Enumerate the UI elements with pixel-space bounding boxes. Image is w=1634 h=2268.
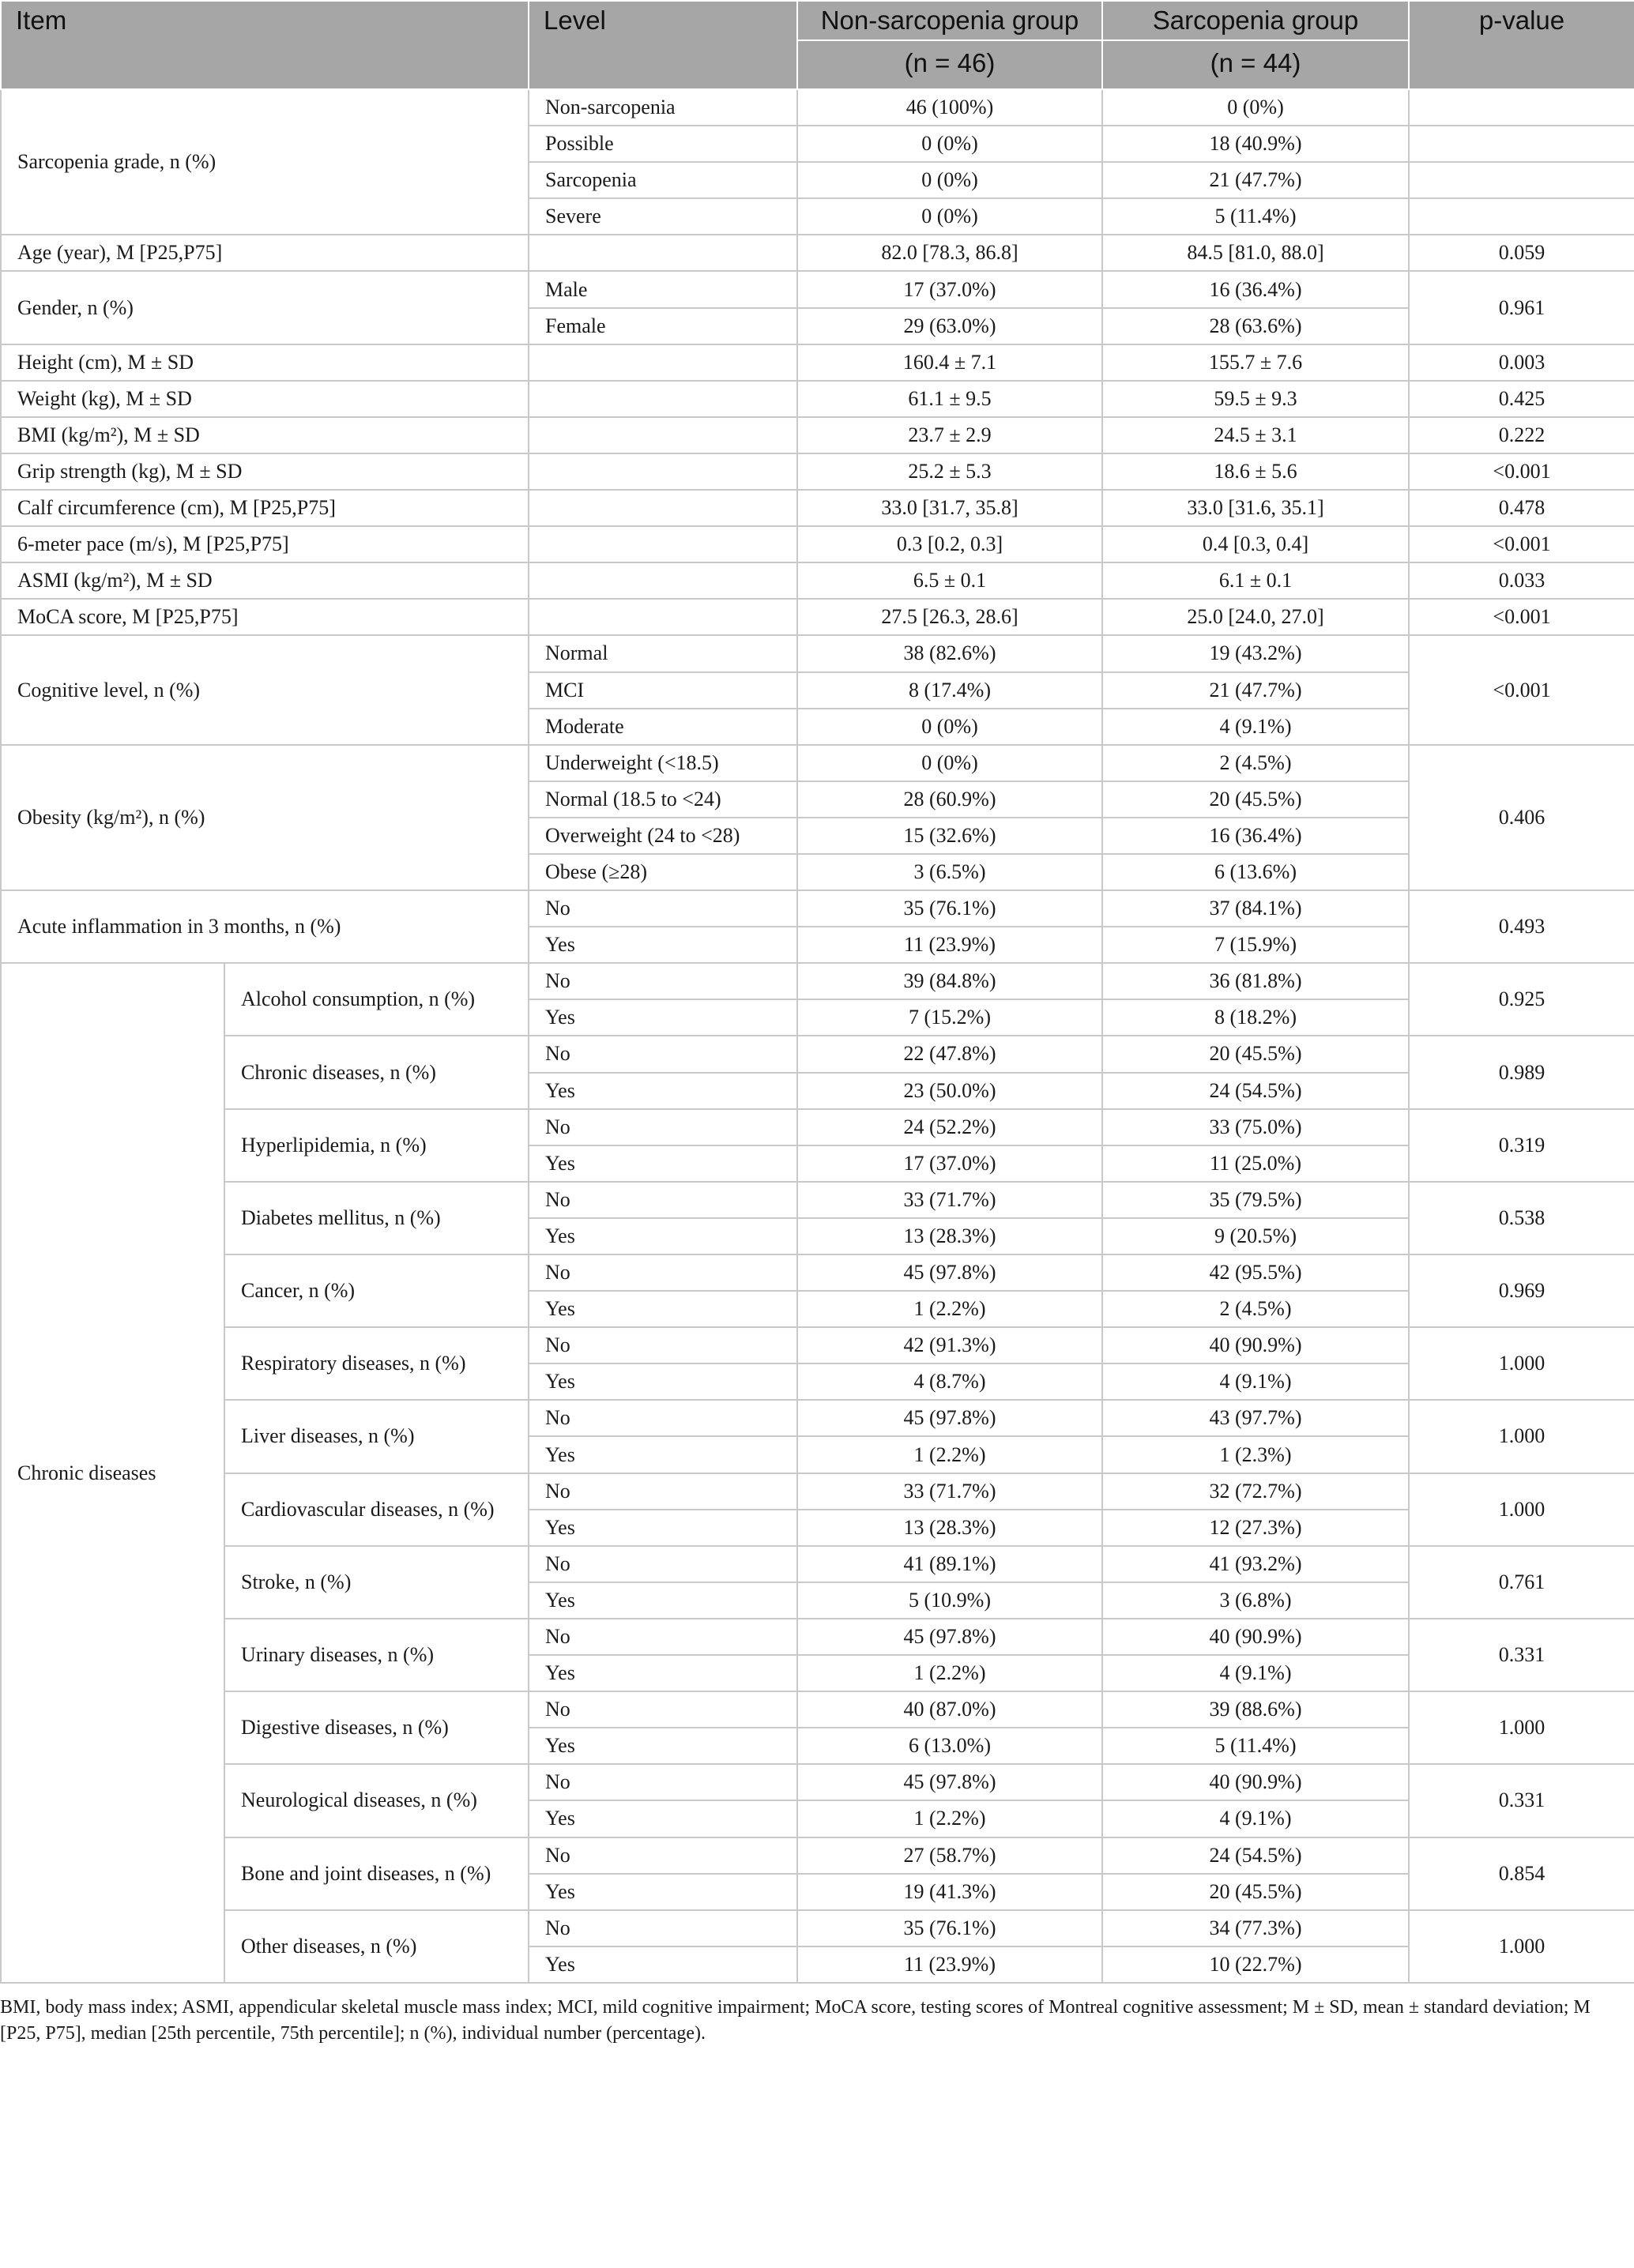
table-row: [1, 417, 1634, 453]
row-non-sarcopenia-value: 3 (6.5%): [797, 854, 1102, 890]
table-row: [1, 890, 1634, 927]
row-sarcopenia-value: 4 (9.1%): [1102, 709, 1409, 745]
table-row: [1, 1546, 1634, 1582]
row-sarcopenia-value: 4 (9.1%): [1102, 1655, 1409, 1691]
row-p-value: 0.003: [1409, 344, 1634, 381]
row-p-value: 0.319: [1409, 1109, 1634, 1182]
row-level: No: [529, 1109, 797, 1145]
row-level: Sarcopenia: [529, 162, 797, 198]
row-level: Non-sarcopenia: [529, 89, 797, 126]
row-item-label: 6-meter pace (m/s), M [P25,P75]: [1, 526, 529, 562]
row-non-sarcopenia-value: 17 (37.0%): [797, 271, 1102, 307]
row-level: Yes: [529, 1363, 797, 1400]
row-p-value: 0.854: [1409, 1837, 1634, 1910]
row-item-label: Liver diseases, n (%): [224, 1400, 529, 1473]
row-item-label: Chronic diseases, n (%): [224, 1036, 529, 1108]
row-non-sarcopenia-value: 29 (63.0%): [797, 308, 1102, 344]
row-p-value: 0.493: [1409, 890, 1634, 963]
row-non-sarcopenia-value: 1 (2.2%): [797, 1291, 1102, 1327]
row-non-sarcopenia-value: 11 (23.9%): [797, 1946, 1102, 1983]
row-level: Yes: [529, 1436, 797, 1473]
row-sarcopenia-value: 8 (18.2%): [1102, 999, 1409, 1036]
row-level: Male: [529, 271, 797, 307]
row-sarcopenia-value: 5 (11.4%): [1102, 198, 1409, 235]
row-sarcopenia-value: 4 (9.1%): [1102, 1800, 1409, 1837]
row-sarcopenia-value: 16 (36.4%): [1102, 271, 1409, 307]
table-row: [1, 963, 1634, 999]
row-non-sarcopenia-value: 39 (84.8%): [797, 963, 1102, 999]
table-row: [1, 1327, 1634, 1363]
row-p-value: <0.001: [1409, 526, 1634, 562]
table-row: [1, 1764, 1634, 1800]
row-non-sarcopenia-value: 24 (52.2%): [797, 1109, 1102, 1145]
row-p-value: <0.001: [1409, 599, 1634, 635]
row-level: Overweight (24 to <28): [529, 818, 797, 854]
table-row: [1, 344, 1634, 381]
row-non-sarcopenia-value: 82.0 [78.3, 86.8]: [797, 235, 1102, 271]
row-level: No: [529, 1764, 797, 1800]
row-non-sarcopenia-value: 25.2 ± 5.3: [797, 453, 1102, 490]
table-row: [1, 235, 1634, 271]
row-non-sarcopenia-value: 46 (100%): [797, 89, 1102, 126]
row-sarcopenia-value: 9 (20.5%): [1102, 1218, 1409, 1254]
header-level: Level: [529, 1, 797, 89]
row-level: Yes: [529, 1582, 797, 1619]
row-level: Normal (18.5 to <24): [529, 781, 797, 818]
row-non-sarcopenia-value: 22 (47.8%): [797, 1036, 1102, 1072]
row-sarcopenia-value: 7 (15.9%): [1102, 927, 1409, 963]
row-item-label: Neurological diseases, n (%): [224, 1764, 529, 1837]
row-level: No: [529, 1182, 797, 1218]
row-level: MCI: [529, 672, 797, 709]
row-level: Yes: [529, 1218, 797, 1254]
row-non-sarcopenia-value: 0 (0%): [797, 709, 1102, 745]
row-sarcopenia-value: 24.5 ± 3.1: [1102, 417, 1409, 453]
row-level: [529, 599, 797, 635]
header-p-value: p-value: [1409, 1, 1634, 89]
row-level: [529, 344, 797, 381]
row-p-value: <0.001: [1409, 635, 1634, 744]
table-row: [1, 1109, 1634, 1145]
row-sarcopenia-value: 21 (47.7%): [1102, 162, 1409, 198]
row-item-label: Stroke, n (%): [224, 1546, 529, 1619]
row-non-sarcopenia-value: 0 (0%): [797, 745, 1102, 781]
row-sarcopenia-value: 20 (45.5%): [1102, 1874, 1409, 1910]
row-item-label: Age (year), M [P25,P75]: [1, 235, 529, 271]
table-row: [1, 271, 1634, 307]
row-level: [529, 417, 797, 453]
row-non-sarcopenia-value: 41 (89.1%): [797, 1546, 1102, 1582]
row-non-sarcopenia-value: 33 (71.7%): [797, 1182, 1102, 1218]
row-level: Yes: [529, 1510, 797, 1546]
row-sarcopenia-value: 40 (90.9%): [1102, 1327, 1409, 1363]
row-non-sarcopenia-value: 45 (97.8%): [797, 1619, 1102, 1655]
row-level: No: [529, 963, 797, 999]
row-non-sarcopenia-value: 13 (28.3%): [797, 1218, 1102, 1254]
row-level: Severe: [529, 198, 797, 235]
row-non-sarcopenia-value: 0.3 [0.2, 0.3]: [797, 526, 1102, 562]
table-header: [1, 1, 1634, 89]
table-row: [1, 1036, 1634, 1072]
row-level: [529, 235, 797, 271]
row-non-sarcopenia-value: 38 (82.6%): [797, 635, 1102, 671]
row-non-sarcopenia-value: 11 (23.9%): [797, 927, 1102, 963]
row-sarcopenia-value: 6.1 ± 0.1: [1102, 562, 1409, 599]
table-row: [1, 490, 1634, 526]
row-sarcopenia-value: 42 (95.5%): [1102, 1254, 1409, 1291]
row-level: Yes: [529, 999, 797, 1036]
row-item-label: Cognitive level, n (%): [1, 635, 529, 744]
row-item-label: Weight (kg), M ± SD: [1, 381, 529, 417]
row-sarcopenia-value: 5 (11.4%): [1102, 1728, 1409, 1764]
row-non-sarcopenia-value: 40 (87.0%): [797, 1691, 1102, 1728]
row-level: No: [529, 1691, 797, 1728]
row-p-value: 0.925: [1409, 963, 1634, 1036]
table-row: [1, 635, 1634, 671]
row-sarcopenia-value: 155.7 ± 7.6: [1102, 344, 1409, 381]
row-level: [529, 490, 797, 526]
row-item-label: Cancer, n (%): [224, 1254, 529, 1327]
row-level: No: [529, 1327, 797, 1363]
row-level: No: [529, 1910, 797, 1946]
row-item-label: Other diseases, n (%): [224, 1910, 529, 1983]
header-item: Item: [1, 1, 529, 89]
row-sarcopenia-value: 1 (2.3%): [1102, 1436, 1409, 1473]
row-non-sarcopenia-value: 5 (10.9%): [797, 1582, 1102, 1619]
row-item-label: Hyperlipidemia, n (%): [224, 1109, 529, 1182]
table-body: [1, 89, 1634, 1983]
row-sarcopenia-value: 20 (45.5%): [1102, 781, 1409, 818]
header-sarcopenia-n: (n = 44): [1102, 40, 1409, 89]
header-sarcopenia: Sarcopenia group: [1102, 1, 1409, 40]
row-sarcopenia-value: 37 (84.1%): [1102, 890, 1409, 927]
row-p-value: 1.000: [1409, 1400, 1634, 1473]
row-item-label: Digestive diseases, n (%): [224, 1691, 529, 1764]
row-non-sarcopenia-value: 23 (50.0%): [797, 1073, 1102, 1109]
row-non-sarcopenia-value: 1 (2.2%): [797, 1436, 1102, 1473]
row-level: No: [529, 1619, 797, 1655]
row-sarcopenia-value: 24 (54.5%): [1102, 1073, 1409, 1109]
row-non-sarcopenia-value: 27 (58.7%): [797, 1837, 1102, 1874]
table-row: [1, 1473, 1634, 1510]
row-sarcopenia-value: 39 (88.6%): [1102, 1691, 1409, 1728]
header-non-sarcopenia: Non-sarcopenia group: [797, 1, 1102, 40]
row-non-sarcopenia-value: 0 (0%): [797, 198, 1102, 235]
row-p-value: 0.478: [1409, 490, 1634, 526]
row-item-label: Gender, n (%): [1, 271, 529, 344]
row-p-value: [1409, 162, 1634, 198]
row-sarcopenia-value: 25.0 [24.0, 27.0]: [1102, 599, 1409, 635]
row-non-sarcopenia-value: 33.0 [31.7, 35.8]: [797, 490, 1102, 526]
row-level: Yes: [529, 927, 797, 963]
row-item-label: Calf circumference (cm), M [P25,P75]: [1, 490, 529, 526]
table-row: [1, 381, 1634, 417]
row-p-value: 0.059: [1409, 235, 1634, 271]
row-sarcopenia-value: 16 (36.4%): [1102, 818, 1409, 854]
row-sarcopenia-value: 28 (63.6%): [1102, 308, 1409, 344]
row-level: No: [529, 1837, 797, 1874]
row-non-sarcopenia-value: 35 (76.1%): [797, 890, 1102, 927]
chronic-diseases-group-label: Chronic diseases: [1, 963, 224, 1983]
row-non-sarcopenia-value: 45 (97.8%): [797, 1400, 1102, 1436]
row-item-label: Sarcopenia grade, n (%): [1, 89, 529, 235]
row-level: Yes: [529, 1728, 797, 1764]
row-p-value: [1409, 126, 1634, 162]
row-non-sarcopenia-value: 35 (76.1%): [797, 1910, 1102, 1946]
row-p-value: 1.000: [1409, 1473, 1634, 1546]
row-p-value: 0.961: [1409, 271, 1634, 344]
row-sarcopenia-value: 59.5 ± 9.3: [1102, 381, 1409, 417]
row-p-value: 0.406: [1409, 745, 1634, 890]
row-sarcopenia-value: 32 (72.7%): [1102, 1473, 1409, 1510]
row-non-sarcopenia-value: 6.5 ± 0.1: [797, 562, 1102, 599]
row-non-sarcopenia-value: 7 (15.2%): [797, 999, 1102, 1036]
row-sarcopenia-value: 4 (9.1%): [1102, 1363, 1409, 1400]
row-non-sarcopenia-value: 1 (2.2%): [797, 1800, 1102, 1837]
table-row: [1, 526, 1634, 562]
row-sarcopenia-value: 2 (4.5%): [1102, 1291, 1409, 1327]
table-row: [1, 1182, 1634, 1218]
row-sarcopenia-value: 33.0 [31.6, 35.1]: [1102, 490, 1409, 526]
row-level: Possible: [529, 126, 797, 162]
row-level: Yes: [529, 1874, 797, 1910]
row-p-value: 0.222: [1409, 417, 1634, 453]
row-non-sarcopenia-value: 23.7 ± 2.9: [797, 417, 1102, 453]
row-level: Obese (≥28): [529, 854, 797, 890]
row-non-sarcopenia-value: 27.5 [26.3, 28.6]: [797, 599, 1102, 635]
table-row: [1, 1254, 1634, 1291]
row-level: Normal: [529, 635, 797, 671]
row-item-label: Grip strength (kg), M ± SD: [1, 453, 529, 490]
row-level: Moderate: [529, 709, 797, 745]
row-sarcopenia-value: 2 (4.5%): [1102, 745, 1409, 781]
row-sarcopenia-value: 35 (79.5%): [1102, 1182, 1409, 1218]
row-p-value: [1409, 89, 1634, 126]
row-sarcopenia-value: 6 (13.6%): [1102, 854, 1409, 890]
row-level: No: [529, 890, 797, 927]
row-non-sarcopenia-value: 15 (32.6%): [797, 818, 1102, 854]
row-sarcopenia-value: 10 (22.7%): [1102, 1946, 1409, 1983]
row-non-sarcopenia-value: 45 (97.8%): [797, 1764, 1102, 1800]
row-level: No: [529, 1546, 797, 1582]
table-row: [1, 745, 1634, 781]
row-p-value: 0.989: [1409, 1036, 1634, 1108]
row-level: No: [529, 1254, 797, 1291]
row-non-sarcopenia-value: 19 (41.3%): [797, 1874, 1102, 1910]
row-level: Yes: [529, 1655, 797, 1691]
row-non-sarcopenia-value: 160.4 ± 7.1: [797, 344, 1102, 381]
table-row: [1, 1691, 1634, 1728]
row-item-label: Bone and joint diseases, n (%): [224, 1837, 529, 1910]
row-sarcopenia-value: 24 (54.5%): [1102, 1837, 1409, 1874]
row-sarcopenia-value: 0.4 [0.3, 0.4]: [1102, 526, 1409, 562]
row-p-value: [1409, 198, 1634, 235]
row-non-sarcopenia-value: 8 (17.4%): [797, 672, 1102, 709]
row-p-value: 1.000: [1409, 1691, 1634, 1764]
row-p-value: <0.001: [1409, 453, 1634, 490]
row-sarcopenia-value: 84.5 [81.0, 88.0]: [1102, 235, 1409, 271]
row-item-label: BMI (kg/m²), M ± SD: [1, 417, 529, 453]
row-item-label: Alcohol consumption, n (%): [224, 963, 529, 1036]
row-non-sarcopenia-value: 17 (37.0%): [797, 1145, 1102, 1182]
row-sarcopenia-value: 19 (43.2%): [1102, 635, 1409, 671]
row-non-sarcopenia-value: 1 (2.2%): [797, 1655, 1102, 1691]
row-level: [529, 562, 797, 599]
row-level: [529, 526, 797, 562]
row-non-sarcopenia-value: 0 (0%): [797, 162, 1102, 198]
row-level: Yes: [529, 1145, 797, 1182]
row-sarcopenia-value: 34 (77.3%): [1102, 1910, 1409, 1946]
row-p-value: 0.761: [1409, 1546, 1634, 1619]
row-item-label: Urinary diseases, n (%): [224, 1619, 529, 1691]
row-p-value: 0.425: [1409, 381, 1634, 417]
row-p-value: 0.969: [1409, 1254, 1634, 1327]
table-row: [1, 1910, 1634, 1946]
header-non-sarcopenia-n: (n = 46): [797, 40, 1102, 89]
table-row: [1, 1619, 1634, 1655]
row-non-sarcopenia-value: 42 (91.3%): [797, 1327, 1102, 1363]
row-level: Yes: [529, 1800, 797, 1837]
row-item-label: Acute inflammation in 3 months, n (%): [1, 890, 529, 963]
row-non-sarcopenia-value: 61.1 ± 9.5: [797, 381, 1102, 417]
row-non-sarcopenia-value: 28 (60.9%): [797, 781, 1102, 818]
row-level: [529, 453, 797, 490]
table-row: [1, 599, 1634, 635]
row-level: No: [529, 1036, 797, 1072]
row-sarcopenia-value: 12 (27.3%): [1102, 1510, 1409, 1546]
row-level: [529, 381, 797, 417]
row-p-value: 0.331: [1409, 1619, 1634, 1691]
table-row: [1, 89, 1634, 126]
row-level: Yes: [529, 1073, 797, 1109]
row-sarcopenia-value: 21 (47.7%): [1102, 672, 1409, 709]
row-sarcopenia-value: 11 (25.0%): [1102, 1145, 1409, 1182]
row-sarcopenia-value: 33 (75.0%): [1102, 1109, 1409, 1145]
row-sarcopenia-value: 36 (81.8%): [1102, 963, 1409, 999]
table-footnote: BMI, body mass index; ASMI, appendicular skeletal muscle mass index; MCI, mild cognitive impairment; MoCA score, testing scores of Montreal cognitive assessment; M ± SD, mean ± standard deviation; M [P25, P75], median [25th percentile, 75th percentile]; n (%), individual number (percentage).: [0, 1996, 1591, 2044]
row-non-sarcopenia-value: 6 (13.0%): [797, 1728, 1102, 1764]
table-row: [1, 453, 1634, 490]
row-p-value: 0.033: [1409, 562, 1634, 599]
row-item-label: Diabetes mellitus, n (%): [224, 1182, 529, 1254]
row-non-sarcopenia-value: 33 (71.7%): [797, 1473, 1102, 1510]
row-item-label: Cardiovascular diseases, n (%): [224, 1473, 529, 1546]
row-sarcopenia-value: 43 (97.7%): [1102, 1400, 1409, 1436]
row-p-value: 0.538: [1409, 1182, 1634, 1254]
row-sarcopenia-value: 18 (40.9%): [1102, 126, 1409, 162]
row-item-label: MoCA score, M [P25,P75]: [1, 599, 529, 635]
table-row: [1, 1400, 1634, 1436]
row-sarcopenia-value: 3 (6.8%): [1102, 1582, 1409, 1619]
row-level: Yes: [529, 1946, 797, 1983]
row-level: Female: [529, 308, 797, 344]
row-sarcopenia-value: 40 (90.9%): [1102, 1764, 1409, 1800]
row-non-sarcopenia-value: 45 (97.8%): [797, 1254, 1102, 1291]
row-sarcopenia-value: 20 (45.5%): [1102, 1036, 1409, 1072]
row-level: No: [529, 1400, 797, 1436]
row-p-value: 1.000: [1409, 1910, 1634, 1983]
row-level: Yes: [529, 1291, 797, 1327]
row-sarcopenia-value: 0 (0%): [1102, 89, 1409, 126]
row-non-sarcopenia-value: 13 (28.3%): [797, 1510, 1102, 1546]
row-item-label: Height (cm), M ± SD: [1, 344, 529, 381]
table-row: [1, 1837, 1634, 1874]
row-p-value: 1.000: [1409, 1327, 1634, 1400]
row-item-label: Obesity (kg/m²), n (%): [1, 745, 529, 890]
row-sarcopenia-value: 41 (93.2%): [1102, 1546, 1409, 1582]
row-level: No: [529, 1473, 797, 1510]
row-sarcopenia-value: 40 (90.9%): [1102, 1619, 1409, 1655]
row-sarcopenia-value: 18.6 ± 5.6: [1102, 453, 1409, 490]
row-p-value: 0.331: [1409, 1764, 1634, 1837]
row-item-label: Respiratory diseases, n (%): [224, 1327, 529, 1400]
row-non-sarcopenia-value: 0 (0%): [797, 126, 1102, 162]
row-item-label: ASMI (kg/m²), M ± SD: [1, 562, 529, 599]
table-row: [1, 562, 1634, 599]
row-level: Underweight (<18.5): [529, 745, 797, 781]
row-non-sarcopenia-value: 4 (8.7%): [797, 1363, 1102, 1400]
